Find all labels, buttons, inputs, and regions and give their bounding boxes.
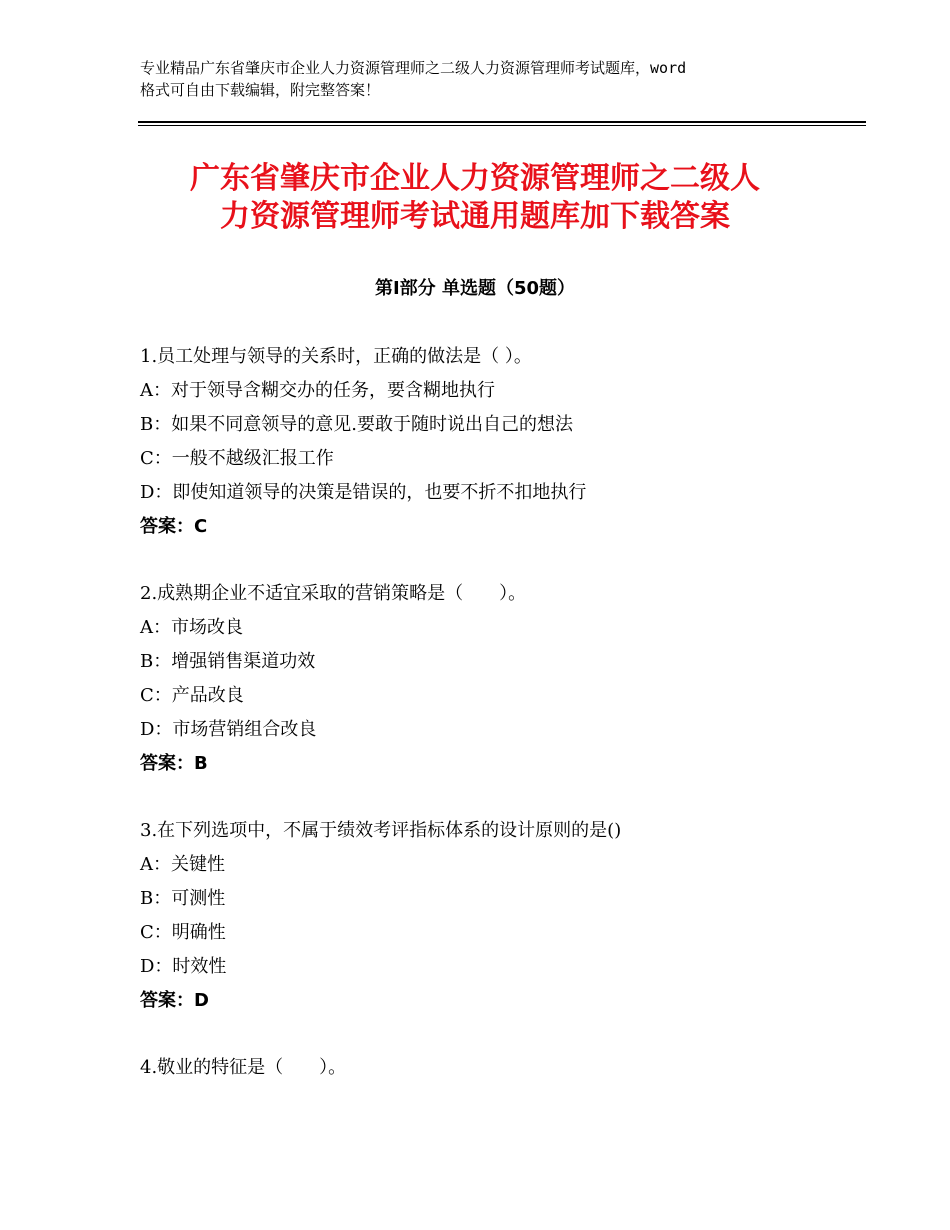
option-d: D：市场营销组合改良 xyxy=(140,719,317,740)
question-2 xyxy=(140,577,860,781)
answer-label: 答案：C xyxy=(140,516,208,537)
header-divider-thin xyxy=(138,125,866,126)
question-stem: 1.员工处理与领导的关系时，正确的做法是（ ）。 xyxy=(140,346,532,367)
section-heading: 第Ⅰ部分 单选题（50题） xyxy=(374,278,575,299)
header-note-line: 格式可自由下载编辑，附完整答案！ xyxy=(140,81,381,99)
option-a: A：市场改良 xyxy=(140,617,243,638)
option-b: B：可测性 xyxy=(140,888,226,909)
option-c: C：一般不越级汇报工作 xyxy=(140,448,334,469)
question-3 xyxy=(140,814,860,1018)
option-c: C：明确性 xyxy=(140,922,226,943)
answer-label: 答案：B xyxy=(140,753,208,774)
question-stem: 2.成熟期企业不适宜采取的营销策略是（ ）。 xyxy=(140,583,527,604)
option-d: D：时效性 xyxy=(140,956,227,977)
header-divider-thick xyxy=(138,121,866,123)
header-note xyxy=(140,57,840,101)
header-note-line: 专业精品广东省肇庆市企业人力资源管理师之二级人力资源管理师考试题库，word xyxy=(140,59,687,77)
question-list xyxy=(140,340,860,1118)
option-a: A：对于领导含糊交办的任务，要含糊地执行 xyxy=(140,380,495,401)
option-a: A：关键性 xyxy=(140,854,225,875)
document-title-line: 广东省肇庆市企业人力资源管理师之二级人 xyxy=(190,161,760,196)
option-c: C：产品改良 xyxy=(140,685,244,706)
answer-label: 答案：D xyxy=(140,990,209,1011)
option-d: D：即使知道领导的决策是错误的，也要不折不扣地执行 xyxy=(140,482,587,503)
question-stem: 3.在下列选项中，不属于绩效考评指标体系的设计原则的是() xyxy=(140,820,622,841)
option-b: B：如果不同意领导的意见.要敢于随时说出自己的想法 xyxy=(140,414,573,435)
question-4 xyxy=(140,1051,860,1085)
option-b: B：增强销售渠道功效 xyxy=(140,651,316,672)
question-stem: 4.敬业的特征是（ ）。 xyxy=(140,1057,347,1078)
document-title xyxy=(120,160,830,236)
question-1 xyxy=(140,340,860,544)
document-title-line: 力资源管理师考试通用题库加下载答案 xyxy=(220,199,730,234)
